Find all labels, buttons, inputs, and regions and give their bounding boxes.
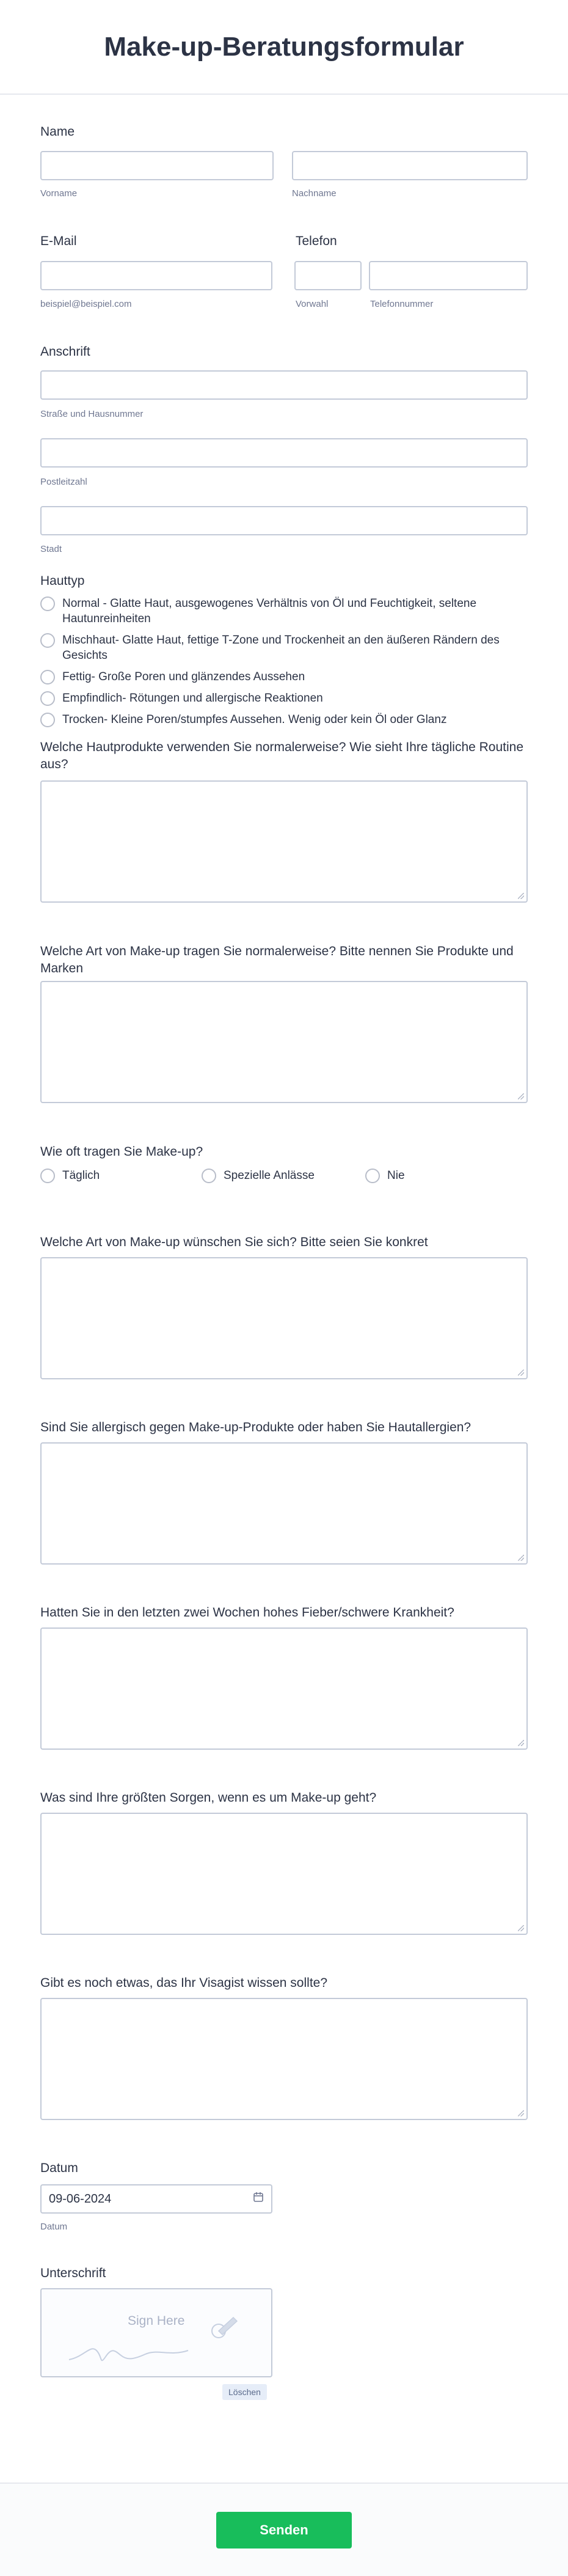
option-label: Empfindlich- Rötungen und allergische Reaktionen (62, 692, 323, 705)
option-label: Täglich (62, 1169, 100, 1182)
frequency-option-daily[interactable] (40, 1168, 100, 1183)
illness-textarea[interactable] (40, 1627, 528, 1750)
other-question-label: Gibt es noch etwas, das Ihr Visagist wissen sollte? (40, 1976, 328, 1990)
radio-button[interactable] (40, 691, 55, 706)
city-sublabel: Stadt (40, 544, 62, 554)
street-input[interactable] (40, 370, 528, 400)
frequency-option-never[interactable] (365, 1168, 405, 1183)
name-label: Name (40, 125, 75, 139)
signature-label: Unterschrift (40, 2266, 106, 2280)
email-sublabel: beispiel@beispiel.com (40, 299, 132, 309)
radio-button[interactable] (365, 1169, 380, 1183)
last-name-sublabel: Nachname (292, 188, 337, 199)
makeup-type-question-label: Welche Art von Make-up tragen Sie normalerweise? Bitte nennen Sie Produkte und Marken (40, 944, 514, 975)
clear-signature-button[interactable]: Löschen (222, 2384, 267, 2400)
date-value: 09-06-2024 (49, 2192, 112, 2206)
skin-type-option-oily[interactable] (40, 669, 529, 684)
resize-handle[interactable] (518, 1093, 524, 1099)
skin-type-option-normal[interactable] (40, 596, 529, 626)
illness-question-label: Hatten Sie in den letzten zwei Wochen hohes Fieber/schwere Krankheit? (40, 1605, 454, 1620)
email-label: E-Mail (40, 234, 77, 248)
first-name-sublabel: Vorname (40, 188, 78, 199)
signature-placeholder: Sign Here (128, 2314, 185, 2328)
skin-type-option-dry[interactable] (40, 712, 529, 727)
makeup-type-question-section (40, 943, 528, 1143)
products-question-label: Welche Hautprodukte verwenden Sie normalerweise? Wie sieht Ihre tägliche Routine aus? (40, 740, 524, 771)
frequency-option-special[interactable] (202, 1168, 315, 1183)
date-sublabel: Datum (40, 2222, 68, 2232)
allergy-question-section (40, 1419, 528, 1604)
submit-button[interactable]: Senden (216, 2512, 352, 2548)
skin-type-option-sensitive[interactable] (40, 691, 529, 706)
radio-button[interactable] (40, 1169, 55, 1183)
page-title: Make-up-Beratungsformular (104, 31, 464, 62)
other-textarea[interactable] (40, 1998, 528, 2120)
phone-number-sublabel: Telefonnummer (370, 299, 434, 309)
frequency-section (40, 1143, 528, 1234)
form-body (0, 95, 568, 2418)
desired-question-label: Welche Art von Make-up wünschen Sie sich? Bitte seien Sie konkret (40, 1235, 428, 1249)
area-code-input[interactable] (294, 261, 362, 290)
address-section (40, 316, 528, 514)
date-input[interactable] (40, 2184, 272, 2214)
concerns-question-label: Was sind Ihre größten Sorgen, wenn es um Make-up geht? (40, 1791, 377, 1805)
skin-type-option-combination[interactable] (40, 633, 529, 663)
makeup-type-textarea[interactable] (40, 981, 528, 1103)
radio-button[interactable] (202, 1169, 216, 1183)
option-label: Fettig- Große Poren und glänzendes Aussehen (62, 670, 305, 683)
zip-sublabel: Postleitzahl (40, 477, 87, 487)
phone-number-input[interactable] (369, 261, 528, 290)
resize-handle[interactable] (518, 2110, 524, 2116)
resize-handle[interactable] (518, 893, 524, 899)
allergy-question-label: Sind Sie allergisch gegen Make-up-Produkte oder haben Sie Hautallergien? (40, 1420, 472, 1434)
address-label: Anschrift (40, 345, 90, 359)
calendar-icon[interactable] (253, 2192, 264, 2206)
option-label: Normal - Glatte Haut, ausgewogenes Verhältnis von Öl und Feuchtigkeit, seltene Hautunreinheiten (62, 597, 477, 625)
desired-question-section (40, 1234, 528, 1419)
other-question-section (40, 1975, 528, 2160)
option-label: Nie (387, 1169, 405, 1182)
name-section (40, 95, 528, 205)
signature-section (40, 2265, 528, 2418)
skin-type-label: Hauttyp (40, 574, 85, 588)
zip-input[interactable] (40, 438, 528, 468)
radio-button[interactable] (40, 633, 55, 648)
option-label: Spezielle Anlässe (224, 1169, 315, 1182)
email-phone-section (40, 205, 528, 316)
skin-type-section (40, 531, 528, 739)
allergy-textarea[interactable] (40, 1442, 528, 1565)
option-label: Trocken- Kleine Poren/stumpfes Aussehen. Wenig oder kein Öl oder Glanz (62, 713, 447, 726)
skin-type-options (40, 596, 529, 733)
resize-handle[interactable] (518, 1740, 524, 1746)
form-footer (0, 2482, 568, 2576)
area-code-sublabel: Vorwahl (296, 299, 329, 309)
date-label: Datum (40, 2161, 78, 2175)
frequency-label: Wie oft tragen Sie Make-up? (40, 1145, 203, 1159)
radio-button[interactable] (40, 670, 55, 684)
option-label: Mischhaut- Glatte Haut, fettige T-Zone und Trockenheit an den äußeren Rändern des Gesichts (62, 634, 500, 662)
concerns-question-section (40, 1789, 528, 1975)
products-textarea[interactable] (40, 780, 528, 903)
resize-handle[interactable] (518, 1370, 524, 1376)
last-name-input[interactable] (292, 151, 528, 180)
date-section (40, 2160, 528, 2265)
radio-button[interactable] (40, 596, 55, 611)
phone-label: Telefon (296, 234, 337, 248)
illness-question-section (40, 1604, 528, 1789)
signature-pad[interactable] (40, 2288, 272, 2377)
pen-icon (210, 2313, 239, 2343)
street-sublabel: Straße und Hausnummer (40, 409, 144, 419)
concerns-textarea[interactable] (40, 1813, 528, 1935)
first-name-input[interactable] (40, 151, 274, 180)
form-header (0, 0, 568, 95)
resize-handle[interactable] (518, 1925, 524, 1931)
radio-button[interactable] (40, 713, 55, 727)
resize-handle[interactable] (518, 1555, 524, 1561)
desired-textarea[interactable] (40, 1257, 528, 1379)
city-sublabel-wrap (40, 514, 528, 554)
products-question-section (40, 739, 528, 943)
email-input[interactable] (40, 261, 272, 290)
